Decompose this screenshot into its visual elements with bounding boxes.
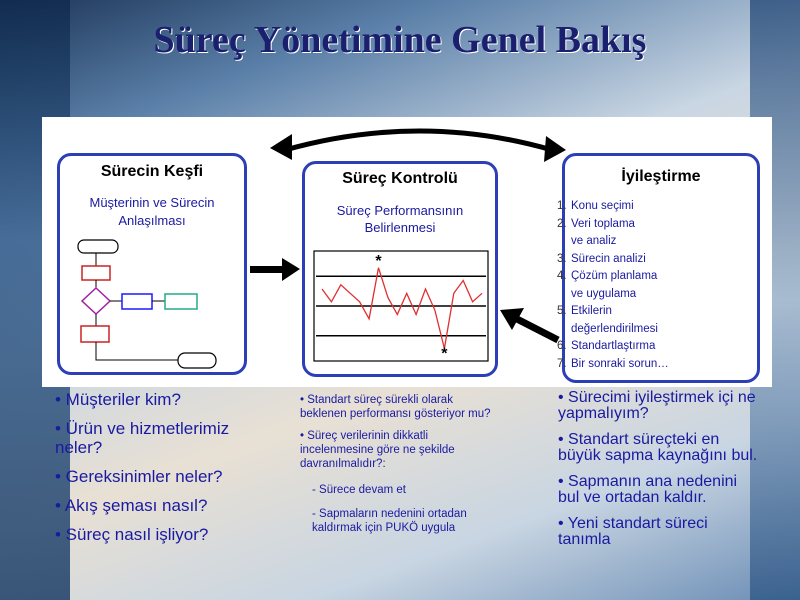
step-item: 6. Standartlaştırma xyxy=(557,340,656,352)
bullet-item: • Müşteriler kim? xyxy=(55,390,181,409)
bullet-item: • Sürecimi iyileştirmek içi ne yapmalıyım? xyxy=(558,389,756,422)
arrowhead-left xyxy=(270,134,292,160)
flow-process-1 xyxy=(82,266,110,280)
improvement-title: İyileştirme xyxy=(621,168,701,185)
cycle-arrow xyxy=(270,131,566,162)
flow-start-terminal xyxy=(78,240,118,253)
out-of-control-marker: * xyxy=(375,252,382,270)
bullets-left xyxy=(55,390,270,544)
bullet-item: • Standart süreçteki en büyük sapma kaynağını bul. xyxy=(558,431,758,464)
bullet-item: • Standart süreç sürekli olarak beklenen performansı gösteriyor mu? xyxy=(300,394,491,420)
bullet-item: - Sapmaların nedenini ortadan kaldırmak için PUKÖ uygula xyxy=(312,508,467,534)
bullets-middle xyxy=(300,393,500,535)
control-subtitle-1: Süreç Performansının xyxy=(336,203,464,218)
bullet-item: • Sapmanın ana nedenini bul ve ortadan kaldır. xyxy=(558,473,738,506)
control-title: Süreç Kontrolü xyxy=(342,170,458,187)
out-of-control-marker: * xyxy=(441,345,448,363)
control-subtitle-2: Belirlenmesi xyxy=(364,220,436,235)
bullet-item: • Yeni standart süreci tanımla xyxy=(558,515,708,548)
flow-process-blue xyxy=(122,294,152,309)
step-item: 4. Çözüm planlama xyxy=(557,270,658,282)
step-item: 3. Sürecin analizi xyxy=(557,252,646,265)
bullet-item: • Süreç nasıl işliyor? xyxy=(55,525,209,544)
step-item: ve uygulama xyxy=(571,287,637,300)
discovery-subtitle-1: Müşterinin ve Sürecin xyxy=(89,195,215,210)
step-item: 1. Konu seçimi xyxy=(557,200,634,212)
discovery-subtitle-2: Anlaşılması xyxy=(118,213,186,228)
page-title: Süreç Yönetimine Genel Bakış xyxy=(153,19,647,61)
bullet-item: • Akış şeması nasıl? xyxy=(55,496,208,515)
bullet-item: - Sürece devam et xyxy=(312,484,406,496)
arrow-to-control-from-improvement xyxy=(500,308,558,340)
flow-process-2 xyxy=(81,326,109,342)
flow-decision xyxy=(82,288,110,314)
step-item: 2. Veri toplama xyxy=(557,217,635,230)
control-chart xyxy=(314,251,488,363)
arrowhead-right xyxy=(544,136,566,162)
step-item: 7. Bir sonraki sorun… xyxy=(557,357,669,370)
discovery-title: Sürecin Keşfi xyxy=(100,163,204,180)
step-item: 5. Etkilerin xyxy=(557,305,612,317)
step-item: ve analiz xyxy=(571,235,617,247)
bullet-item: • Gereksinimler neler? xyxy=(55,467,223,486)
bullets-right xyxy=(558,390,758,548)
step-item: değerlendirilmesi xyxy=(571,322,658,335)
flowchart-icon xyxy=(78,240,216,368)
flow-process-green xyxy=(165,294,197,309)
bullet-item: • Süreç verilerinin dikkatli incelenmesine göre ne şekilde davranılmalıdır?: xyxy=(300,430,455,470)
flow-end-terminal xyxy=(178,353,216,368)
arrow-to-control xyxy=(250,258,300,281)
bullet-item: • Ürün ve hizmetlerimiz neler? xyxy=(55,419,230,457)
